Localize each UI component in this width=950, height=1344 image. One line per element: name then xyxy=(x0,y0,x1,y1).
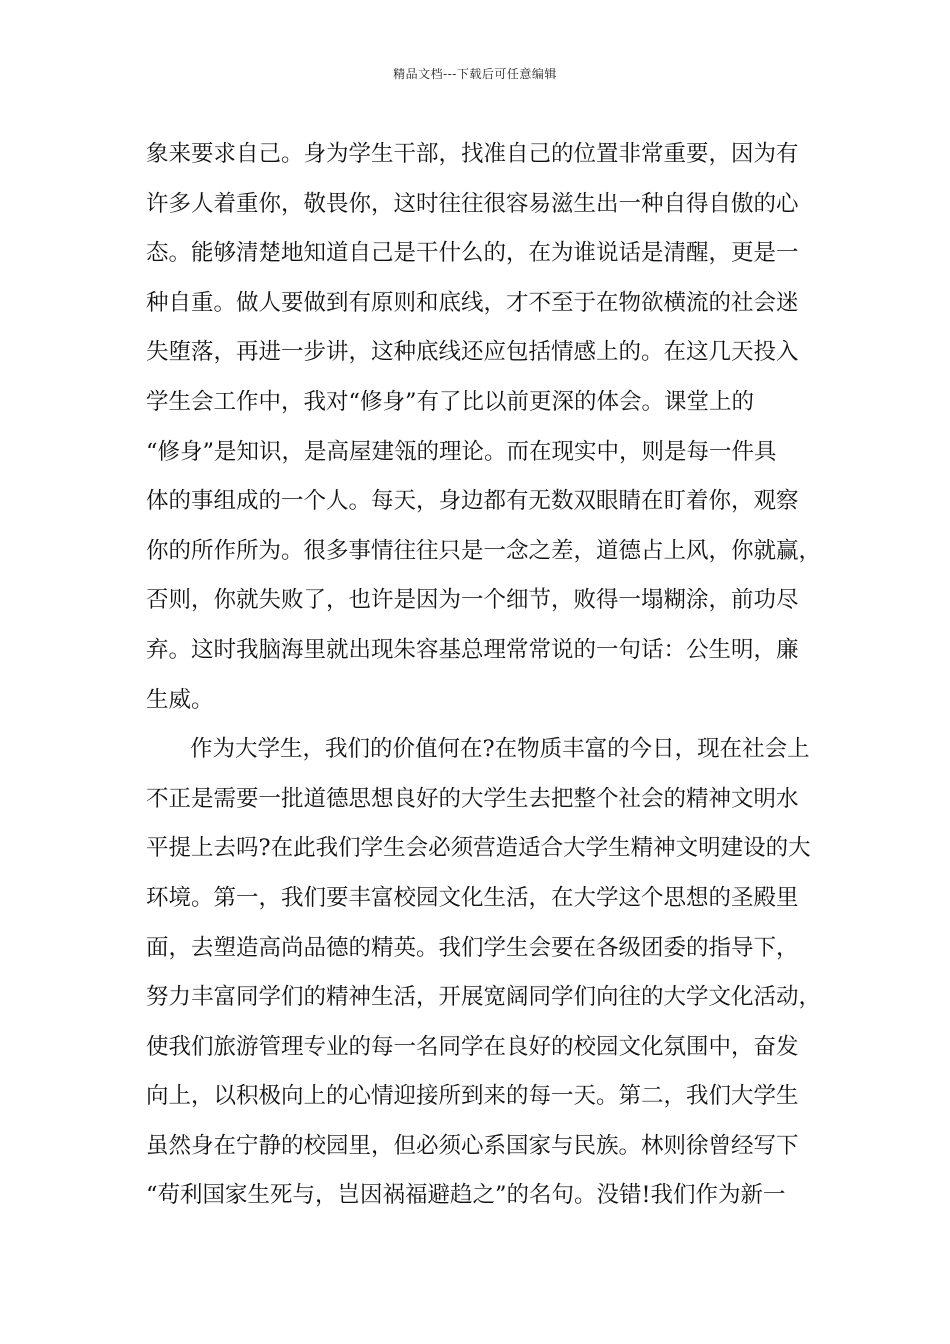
text-line: 态。能够清楚地知道自己是干什么的，在为谁说话是清醒，更是一 xyxy=(146,240,799,267)
text-line: 你的所作所为。很多事情往往只是一念之差，道德占上风，你就赢， xyxy=(146,537,822,564)
text-line: 虽然身在宁静的校园里，但必须心系国家与民族。林则徐曾经写下 xyxy=(146,1132,799,1159)
text-line: 努力丰富同学们的精神生活，开展宽阔同学们向往的大学文化活动， xyxy=(146,984,822,1011)
text-line: 使我们旅游管理专业的每一名同学在良好的校园文化氛围中，奋发 xyxy=(146,1033,799,1060)
text-line: 种自重。做人要做到有原则和底线，才不至于在物欲横流的社会迷 xyxy=(146,289,799,316)
text-line: 不正是需要一批道德思想良好的大学生去把整个社会的精神文明水 xyxy=(146,785,799,812)
page-header: 精品文档---下载后可任意编辑 xyxy=(393,67,557,81)
text-line: “修身”是知识，是高屋建瓴的理论。而在现实中，则是每一件具 xyxy=(146,438,777,465)
text-line: 向上，以积极向上的心情迎接所到来的每一天。第二，我们大学生 xyxy=(146,1083,799,1110)
paragraph-first-line: 作为大学生，我们的价值何在?在物质丰富的今日，现在社会上 xyxy=(190,736,810,763)
text-line: 体的事组成的一个人。每天，身边都有无数双眼睛在盯着你，观察 xyxy=(146,488,799,515)
text-line: 面，去塑造高尚品德的精英。我们学生会要在各级团委的指导下， xyxy=(146,934,799,961)
text-line: 平提上去吗?在此我们学生会必须营造适合大学生精神文明建设的大 xyxy=(146,835,811,862)
text-line: 弃。这时我脑海里就出现朱容基总理常常说的一句话：公生明，廉 xyxy=(146,636,799,663)
text-line: 象来要求自己。身为学生干部，找准自己的位置非常重要，因为有 xyxy=(146,141,799,167)
text-line: 学生会工作中，我对“修身”有了比以前更深的体会。课堂上的 xyxy=(146,388,755,415)
body-text xyxy=(146,130,826,1221)
text-line: “苟利国家生死与，岂因祸福避趋之”的名句。没错!我们作为新一 xyxy=(146,1182,786,1209)
text-line: 否则，你就失败了，也许是因为一个细节，败得一塌糊涂，前功尽 xyxy=(146,587,799,614)
text-line: 环境。第一，我们要丰富校园文化生活，在大学这个思想的圣殿里 xyxy=(146,884,799,911)
text-line: 许多人着重你，敬畏你，这时往往很容易滋生出一种自得自傲的心 xyxy=(146,190,799,217)
text-line: 失堕落，再进一步讲，这种底线还应包括情感上的。在这几天投入 xyxy=(146,339,799,366)
text-line: 生威。 xyxy=(146,686,214,713)
